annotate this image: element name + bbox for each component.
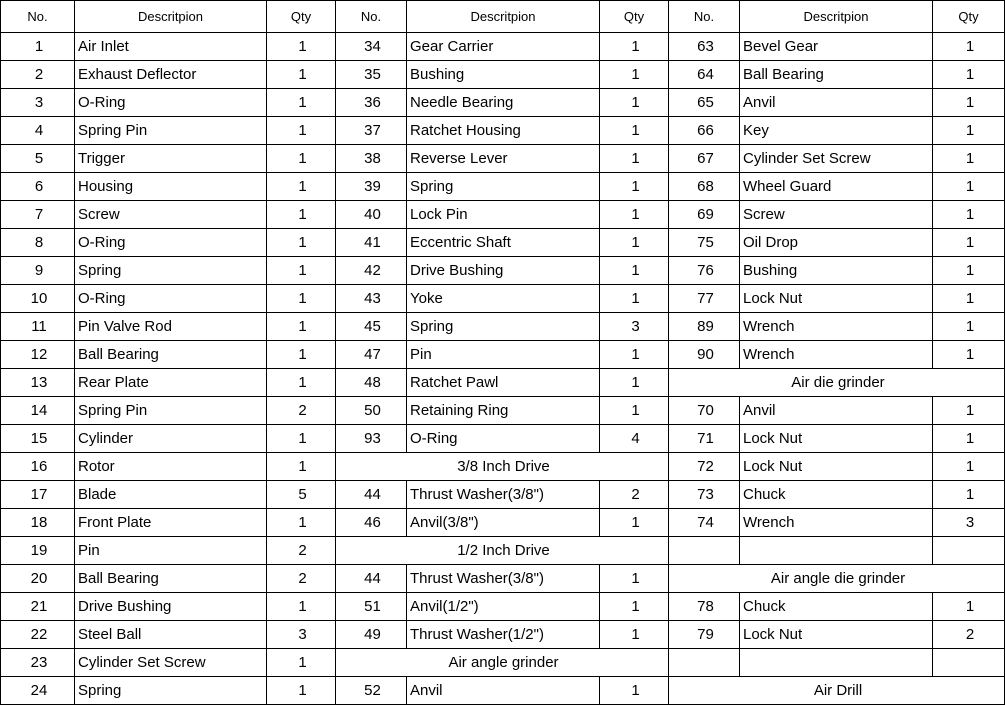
part-quantity: 1 xyxy=(933,341,1005,369)
part-number: 40 xyxy=(336,201,407,229)
header-no: No. xyxy=(1,1,75,33)
part-number: 70 xyxy=(669,397,740,425)
part-description: Pin Valve Rod xyxy=(75,313,267,341)
part-number: 48 xyxy=(336,369,407,397)
part-quantity: 1 xyxy=(600,33,669,61)
part-quantity: 1 xyxy=(600,397,669,425)
part-description: Screw xyxy=(75,201,267,229)
part-number: 50 xyxy=(336,397,407,425)
part-quantity xyxy=(933,537,1005,565)
part-quantity: 1 xyxy=(267,341,336,369)
part-quantity: 1 xyxy=(267,229,336,257)
table-row xyxy=(1,565,1005,593)
part-number: 10 xyxy=(1,285,75,313)
part-quantity: 1 xyxy=(933,61,1005,89)
part-number: 9 xyxy=(1,257,75,285)
part-quantity: 1 xyxy=(600,285,669,313)
part-quantity: 1 xyxy=(933,257,1005,285)
part-description: Thrust Washer(1/2") xyxy=(407,621,600,649)
part-quantity: 1 xyxy=(600,61,669,89)
part-number: 11 xyxy=(1,313,75,341)
part-number: 23 xyxy=(1,649,75,677)
part-quantity: 1 xyxy=(933,117,1005,145)
part-description xyxy=(740,649,933,677)
part-quantity: 2 xyxy=(933,621,1005,649)
part-quantity: 1 xyxy=(267,89,336,117)
part-number: 8 xyxy=(1,229,75,257)
part-description: Rotor xyxy=(75,453,267,481)
part-number: 14 xyxy=(1,397,75,425)
header-description: Descritpion xyxy=(407,1,600,33)
part-quantity: 1 xyxy=(933,173,1005,201)
table-row xyxy=(1,201,1005,229)
part-description: Ratchet Housing xyxy=(407,117,600,145)
part-number: 45 xyxy=(336,313,407,341)
part-description: Lock Nut xyxy=(740,621,933,649)
part-number: 52 xyxy=(336,677,407,705)
part-quantity: 1 xyxy=(600,677,669,705)
part-number: 75 xyxy=(669,229,740,257)
part-quantity: 1 xyxy=(600,565,669,593)
part-number: 76 xyxy=(669,257,740,285)
part-number: 3 xyxy=(1,89,75,117)
part-quantity: 1 xyxy=(267,313,336,341)
part-description: Bushing xyxy=(740,257,933,285)
part-number: 16 xyxy=(1,453,75,481)
part-number: 18 xyxy=(1,509,75,537)
part-description: Spring xyxy=(407,313,600,341)
part-description: Reverse Lever xyxy=(407,145,600,173)
part-number: 73 xyxy=(669,481,740,509)
part-description: Spring xyxy=(407,173,600,201)
part-description: Steel Ball xyxy=(75,621,267,649)
part-quantity: 1 xyxy=(600,89,669,117)
table-row xyxy=(1,285,1005,313)
header-no: No. xyxy=(336,1,407,33)
part-quantity: 1 xyxy=(267,425,336,453)
part-description: O-Ring xyxy=(75,229,267,257)
part-number: 49 xyxy=(336,621,407,649)
section-heading: Air die grinder xyxy=(669,369,1005,397)
part-number: 20 xyxy=(1,565,75,593)
part-quantity: 2 xyxy=(600,481,669,509)
part-quantity: 1 xyxy=(600,341,669,369)
part-number: 24 xyxy=(1,677,75,705)
part-description: Key xyxy=(740,117,933,145)
part-description: Cylinder Set Screw xyxy=(740,145,933,173)
part-description: Lock Nut xyxy=(740,453,933,481)
header-no: No. xyxy=(669,1,740,33)
part-quantity: 1 xyxy=(933,593,1005,621)
part-description: Oil Drop xyxy=(740,229,933,257)
part-number: 66 xyxy=(669,117,740,145)
part-number: 12 xyxy=(1,341,75,369)
part-quantity: 1 xyxy=(600,593,669,621)
part-description: Lock Nut xyxy=(740,425,933,453)
table-row xyxy=(1,677,1005,705)
part-description: Lock Nut xyxy=(740,285,933,313)
table-row xyxy=(1,397,1005,425)
section-heading: Air angle die grinder xyxy=(669,565,1005,593)
section-heading: 3/8 Inch Drive xyxy=(336,453,669,481)
table-row xyxy=(1,61,1005,89)
part-quantity: 1 xyxy=(933,285,1005,313)
part-quantity: 1 xyxy=(267,145,336,173)
part-quantity: 5 xyxy=(267,481,336,509)
part-number: 36 xyxy=(336,89,407,117)
part-description: Eccentric Shaft xyxy=(407,229,600,257)
part-quantity: 1 xyxy=(600,173,669,201)
part-quantity: 1 xyxy=(600,117,669,145)
part-quantity: 1 xyxy=(933,481,1005,509)
part-description: Spring Pin xyxy=(75,117,267,145)
part-description: O-Ring xyxy=(75,89,267,117)
table-row xyxy=(1,229,1005,257)
part-number: 78 xyxy=(669,593,740,621)
part-description: Anvil(3/8") xyxy=(407,509,600,537)
part-description: Housing xyxy=(75,173,267,201)
part-description: Wrench xyxy=(740,313,933,341)
part-number: 43 xyxy=(336,285,407,313)
part-description: Trigger xyxy=(75,145,267,173)
part-number: 90 xyxy=(669,341,740,369)
part-quantity: 1 xyxy=(267,593,336,621)
part-number: 74 xyxy=(669,509,740,537)
part-description: Anvil(1/2") xyxy=(407,593,600,621)
part-description: Spring Pin xyxy=(75,397,267,425)
part-number: 1 xyxy=(1,33,75,61)
section-heading: Air Drill xyxy=(669,677,1005,705)
part-quantity: 1 xyxy=(267,257,336,285)
part-description: Anvil xyxy=(407,677,600,705)
part-description: Chuck xyxy=(740,481,933,509)
part-quantity: 1 xyxy=(267,201,336,229)
part-number: 63 xyxy=(669,33,740,61)
part-quantity: 1 xyxy=(933,145,1005,173)
table-row xyxy=(1,621,1005,649)
part-description: Exhaust Deflector xyxy=(75,61,267,89)
part-quantity: 4 xyxy=(600,425,669,453)
section-heading: Air angle grinder xyxy=(336,649,669,677)
header-row xyxy=(1,1,1005,33)
part-number: 22 xyxy=(1,621,75,649)
part-number: 44 xyxy=(336,481,407,509)
part-quantity: 2 xyxy=(267,565,336,593)
part-description: Wrench xyxy=(740,509,933,537)
part-description: Anvil xyxy=(740,89,933,117)
part-number: 41 xyxy=(336,229,407,257)
part-quantity: 1 xyxy=(267,117,336,145)
part-number: 47 xyxy=(336,341,407,369)
header-description: Descritpion xyxy=(740,1,933,33)
part-number: 35 xyxy=(336,61,407,89)
part-quantity: 1 xyxy=(267,649,336,677)
part-description: Drive Bushing xyxy=(75,593,267,621)
part-number: 46 xyxy=(336,509,407,537)
part-description: Needle Bearing xyxy=(407,89,600,117)
table-row xyxy=(1,89,1005,117)
part-description: Wrench xyxy=(740,341,933,369)
part-description: Thrust Washer(3/8") xyxy=(407,565,600,593)
part-quantity: 1 xyxy=(600,509,669,537)
table-row xyxy=(1,313,1005,341)
part-quantity: 1 xyxy=(933,453,1005,481)
table-row xyxy=(1,369,1005,397)
part-quantity: 3 xyxy=(933,509,1005,537)
part-number: 93 xyxy=(336,425,407,453)
part-number: 72 xyxy=(669,453,740,481)
part-number xyxy=(669,649,740,677)
part-description: Ball Bearing xyxy=(75,341,267,369)
part-number: 44 xyxy=(336,565,407,593)
part-number: 79 xyxy=(669,621,740,649)
part-quantity: 1 xyxy=(600,257,669,285)
part-description: Rear Plate xyxy=(75,369,267,397)
part-description: Ball Bearing xyxy=(75,565,267,593)
part-quantity: 1 xyxy=(267,33,336,61)
part-number: 51 xyxy=(336,593,407,621)
part-description: Spring xyxy=(75,677,267,705)
part-number: 19 xyxy=(1,537,75,565)
part-number: 6 xyxy=(1,173,75,201)
part-number: 4 xyxy=(1,117,75,145)
table-row xyxy=(1,145,1005,173)
part-number: 71 xyxy=(669,425,740,453)
part-quantity: 1 xyxy=(933,425,1005,453)
part-number: 38 xyxy=(336,145,407,173)
part-description: Anvil xyxy=(740,397,933,425)
part-description: Wheel Guard xyxy=(740,173,933,201)
table-row xyxy=(1,537,1005,565)
part-number: 39 xyxy=(336,173,407,201)
part-quantity: 1 xyxy=(933,313,1005,341)
table-row xyxy=(1,425,1005,453)
part-description: Cylinder xyxy=(75,425,267,453)
part-quantity: 1 xyxy=(267,61,336,89)
part-number: 65 xyxy=(669,89,740,117)
part-description: Gear Carrier xyxy=(407,33,600,61)
parts-body xyxy=(1,33,1005,705)
part-description: Drive Bushing xyxy=(407,257,600,285)
part-quantity: 3 xyxy=(267,621,336,649)
part-number: 17 xyxy=(1,481,75,509)
part-description: Yoke xyxy=(407,285,600,313)
part-quantity: 1 xyxy=(267,369,336,397)
part-quantity: 1 xyxy=(933,89,1005,117)
table-row xyxy=(1,257,1005,285)
part-quantity: 1 xyxy=(933,201,1005,229)
part-number: 64 xyxy=(669,61,740,89)
part-description: Blade xyxy=(75,481,267,509)
part-number: 34 xyxy=(336,33,407,61)
table-row xyxy=(1,453,1005,481)
part-number: 15 xyxy=(1,425,75,453)
part-description: O-Ring xyxy=(407,425,600,453)
part-number: 67 xyxy=(669,145,740,173)
part-description: Chuck xyxy=(740,593,933,621)
part-quantity: 1 xyxy=(267,285,336,313)
part-number: 13 xyxy=(1,369,75,397)
header-qty: Qty xyxy=(933,1,1005,33)
table-row xyxy=(1,341,1005,369)
part-quantity: 1 xyxy=(600,229,669,257)
part-description: Lock Pin xyxy=(407,201,600,229)
part-quantity: 2 xyxy=(267,537,336,565)
part-quantity: 1 xyxy=(933,397,1005,425)
table-row xyxy=(1,173,1005,201)
part-number: 37 xyxy=(336,117,407,145)
part-quantity: 3 xyxy=(600,313,669,341)
table-row xyxy=(1,649,1005,677)
table-row xyxy=(1,117,1005,145)
part-description: Retaining Ring xyxy=(407,397,600,425)
part-description: Front Plate xyxy=(75,509,267,537)
part-description: Air Inlet xyxy=(75,33,267,61)
part-quantity: 1 xyxy=(267,173,336,201)
part-description: Ball Bearing xyxy=(740,61,933,89)
part-quantity: 1 xyxy=(600,145,669,173)
part-quantity: 1 xyxy=(600,201,669,229)
part-number: 42 xyxy=(336,257,407,285)
part-number: 69 xyxy=(669,201,740,229)
header-qty: Qty xyxy=(267,1,336,33)
part-description: Bevel Gear xyxy=(740,33,933,61)
part-number: 5 xyxy=(1,145,75,173)
part-number: 77 xyxy=(669,285,740,313)
header-description: Descritpion xyxy=(75,1,267,33)
table-row xyxy=(1,593,1005,621)
part-quantity: 1 xyxy=(600,369,669,397)
part-description: Cylinder Set Screw xyxy=(75,649,267,677)
table-row xyxy=(1,509,1005,537)
part-description: Ratchet Pawl xyxy=(407,369,600,397)
part-description xyxy=(740,537,933,565)
part-quantity: 1 xyxy=(267,453,336,481)
part-description: Pin xyxy=(407,341,600,369)
part-number xyxy=(669,537,740,565)
part-quantity: 1 xyxy=(600,621,669,649)
part-quantity: 1 xyxy=(933,229,1005,257)
table-row xyxy=(1,33,1005,61)
part-quantity: 1 xyxy=(267,677,336,705)
part-description: Thrust Washer(3/8") xyxy=(407,481,600,509)
part-number: 7 xyxy=(1,201,75,229)
part-description: Bushing xyxy=(407,61,600,89)
part-description: O-Ring xyxy=(75,285,267,313)
table-row xyxy=(1,481,1005,509)
part-number: 2 xyxy=(1,61,75,89)
part-number: 89 xyxy=(669,313,740,341)
part-description: Spring xyxy=(75,257,267,285)
section-heading: 1/2 Inch Drive xyxy=(336,537,669,565)
part-quantity: 1 xyxy=(933,33,1005,61)
part-description: Pin xyxy=(75,537,267,565)
part-quantity: 2 xyxy=(267,397,336,425)
part-quantity: 1 xyxy=(267,509,336,537)
part-description: Screw xyxy=(740,201,933,229)
part-number: 68 xyxy=(669,173,740,201)
header-qty: Qty xyxy=(600,1,669,33)
part-quantity xyxy=(933,649,1005,677)
part-number: 21 xyxy=(1,593,75,621)
